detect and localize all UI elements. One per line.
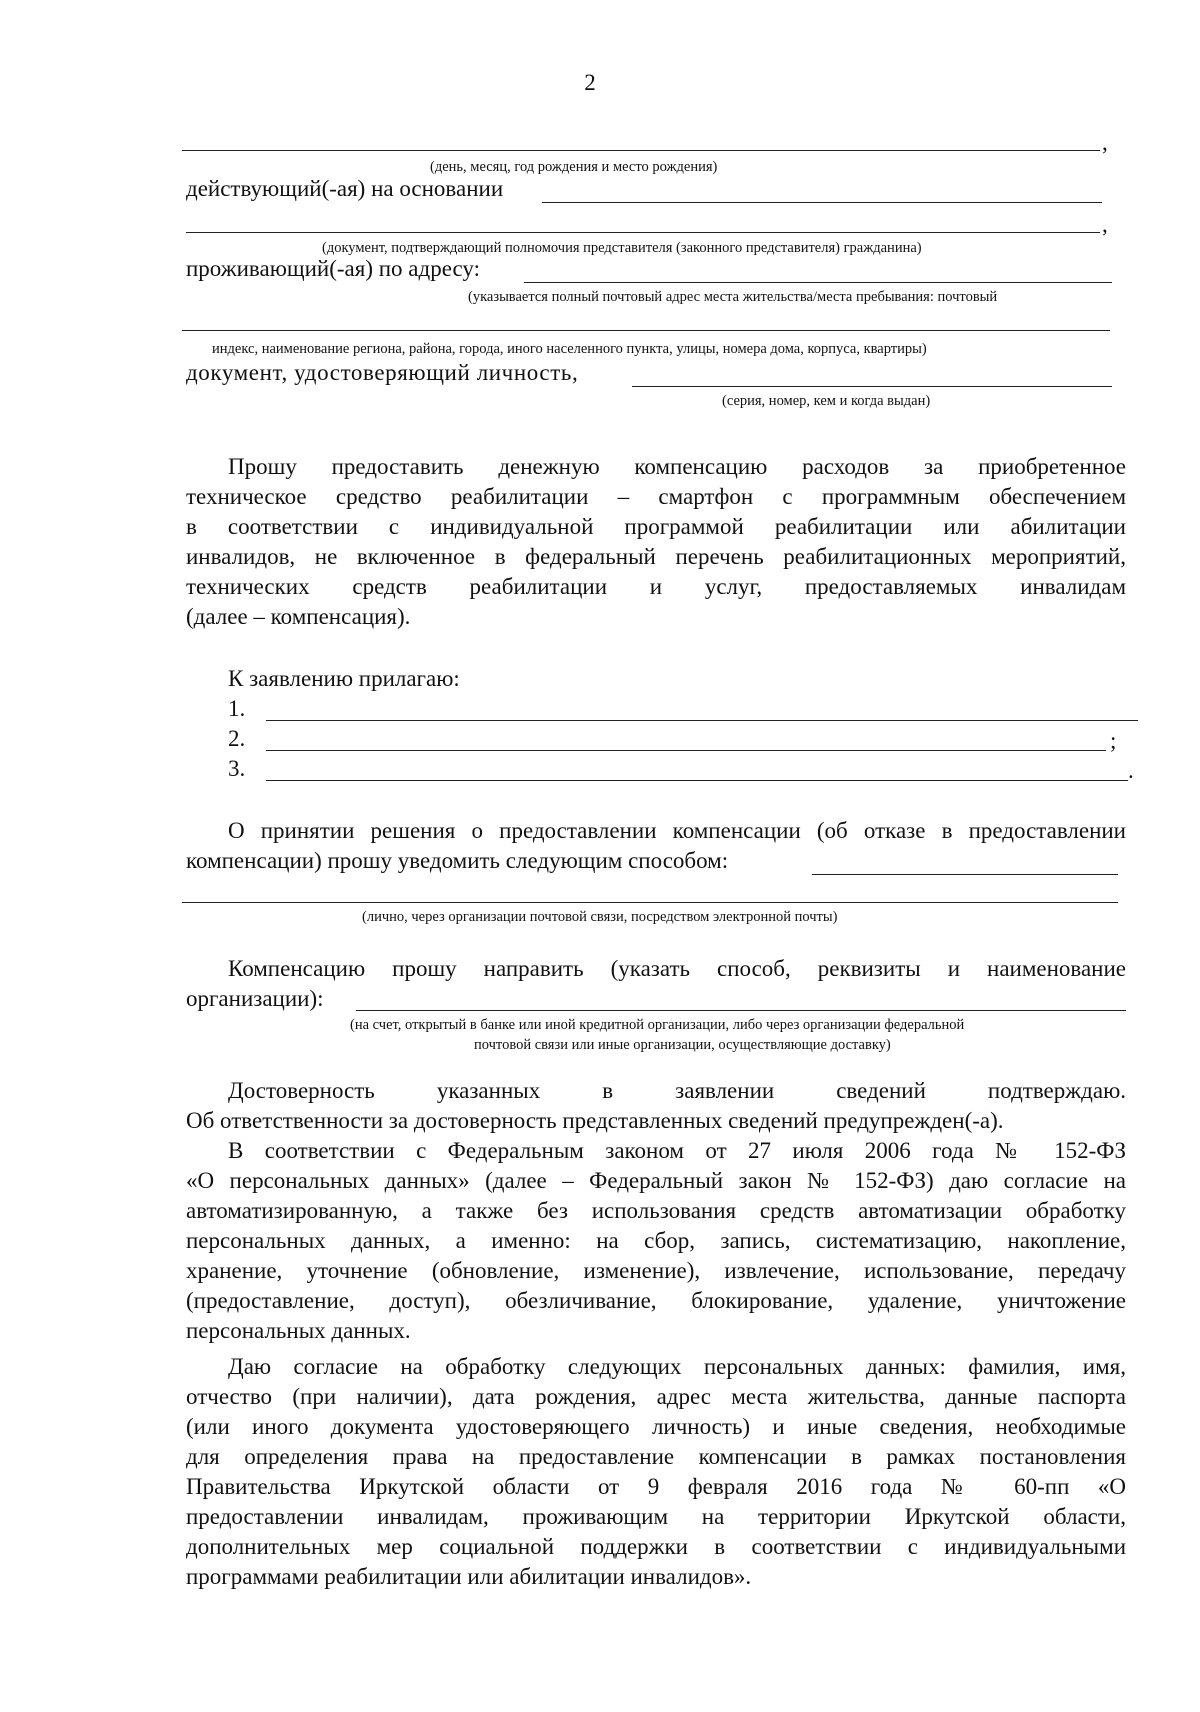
text-line: (предоставление, доступ), обезличивание, блокирование, удаление, уничтожение	[186, 1288, 1126, 1313]
payment-caption-2: почтовой связи или иные организации, осуществляющие доставку)	[474, 1037, 891, 1053]
consent-law-paragraph	[186, 1136, 1126, 1346]
authority-caption: (документ, подтверждающий полномочия представителя (законного представителя) гражданина)	[322, 240, 922, 256]
acting-label: действующий(-ая) на основании	[186, 176, 504, 201]
address-caption-1: (указывается полный почтовый адрес места жительства/места пребывания: почтовый	[468, 289, 998, 305]
text-line: персональных данных, а именно: на сбор, запись, систематизацию, накопление,	[186, 1228, 1126, 1253]
text-line: персональных данных.	[186, 1318, 411, 1343]
payment-caption-1: (на счет, открытый в банке или иной кредитной организации, либо через организации федеральной	[350, 1017, 965, 1033]
consent-data-paragraph	[186, 1352, 1126, 1592]
birth-caption: (день, месяц, год рождения и место рождения)	[430, 159, 718, 175]
attachment-field-line-2[interactable]	[266, 750, 1106, 751]
payment-line-1: Компенсацию прошу направить (указать способ, реквизиты и наименование	[228, 956, 1126, 981]
page-number: 2	[584, 70, 596, 95]
text-line: отчество (при наличии), дата рождения, адрес места жительства, данные паспорта	[186, 1384, 1126, 1409]
text-line: Даю согласие на обработку следующих персональных данных: фамилия, имя,	[228, 1354, 1126, 1379]
text-line: для определения права на предоставление компенсации в рамках постановления	[186, 1444, 1126, 1469]
period: .	[1128, 758, 1134, 783]
text-line: в соответствии с индивидуальной программой реабилитации или абилитации	[186, 514, 1126, 539]
id-doc-caption: (серия, номер, кем и когда выдан)	[722, 393, 931, 409]
authority-field-line[interactable]	[186, 232, 1100, 233]
request-paragraph	[186, 452, 1126, 632]
id-doc-field-line[interactable]	[632, 386, 1112, 387]
text-line: предоставлении инвалидам, проживающим на территории Иркутской области,	[186, 1504, 1126, 1529]
id-doc-label: документ, удостоверяющий личность,	[186, 360, 579, 385]
text-line: Достоверность указанных в заявлении сведений подтверждаю.	[228, 1078, 1126, 1103]
attachment-field-line-1[interactable]	[266, 720, 1138, 721]
attachment-field-line-3[interactable]	[266, 780, 1128, 781]
attachment-number: 3.	[228, 756, 246, 781]
text-line: хранение, уточнение (обновление, изменение), извлечение, использование, передачу	[186, 1258, 1126, 1283]
text-line: (или иного документа удостоверяющего личность) и иные сведения, необходимые	[186, 1414, 1126, 1439]
notification-line-2: компенсации) прошу уведомить следующим способом:	[186, 848, 729, 873]
payment-field-line[interactable]	[356, 1010, 1126, 1011]
birth-field-line[interactable]	[182, 150, 1100, 151]
text-line: (далее – компенсация).	[186, 604, 411, 629]
text-line: Правительства Иркутской области от 9 февраля 2016 года № 60-пп «О	[186, 1474, 1126, 1499]
comma: ,	[1102, 130, 1108, 155]
text-line: техническое средство реабилитации – смартфон с программным обеспечением	[186, 484, 1126, 509]
text-line: В соответствии с Федеральным законом от 27 июля 2006 года № 152-ФЗ	[228, 1138, 1126, 1163]
comma: ,	[1102, 212, 1108, 237]
notification-line-1: О принятии решения о предоставлении компенсации (об отказе в предоставлении	[228, 818, 1126, 843]
address-field-line[interactable]	[524, 282, 1112, 283]
address-caption-2: индекс, наименование региона, района, города, иного населенного пункта, улицы, номера дома, корпуса, квартиры)	[212, 341, 927, 357]
text-line: «О персональных данных» (далее – Федеральный закон № 152-ФЗ) даю согласие на	[186, 1168, 1126, 1193]
notification-caption: (лично, через организации почтовой связи, посредством электронной почты)	[362, 909, 838, 925]
confirmation-paragraph	[186, 1076, 1126, 1136]
residing-label: проживающий(-ая) по адресу:	[186, 256, 480, 281]
text-line: программами реабилитации или абилитации инвалидов».	[186, 1564, 752, 1589]
text-line: инвалидов, не включенное в федеральный перечень реабилитационных мероприятий,	[186, 544, 1126, 569]
text-line: Об ответственности за достоверность представленных сведений предупрежден(-а).	[186, 1108, 1004, 1133]
text-line: Прошу предоставить денежную компенсацию расходов за приобретенное	[228, 454, 1126, 479]
attachment-number: 1.	[228, 696, 246, 721]
attachments-heading: К заявлению прилагаю:	[228, 666, 460, 691]
address-field-line-2[interactable]	[182, 330, 1110, 331]
attachment-number: 2.	[228, 726, 246, 751]
text-line: технических средств реабилитации и услуг, предоставляемых инвалидам	[186, 574, 1126, 599]
notification-field-line-2[interactable]	[182, 902, 1118, 903]
semicolon: ;	[1110, 728, 1117, 753]
text-line: автоматизированную, а также без использования средств автоматизации обработку	[186, 1198, 1126, 1223]
acting-field-line[interactable]	[542, 202, 1102, 203]
notification-field-line[interactable]	[812, 874, 1118, 875]
text-line: дополнительных мер социальной поддержки в соответствии с индивидуальными	[186, 1534, 1126, 1559]
payment-line-2: организации):	[186, 986, 324, 1011]
